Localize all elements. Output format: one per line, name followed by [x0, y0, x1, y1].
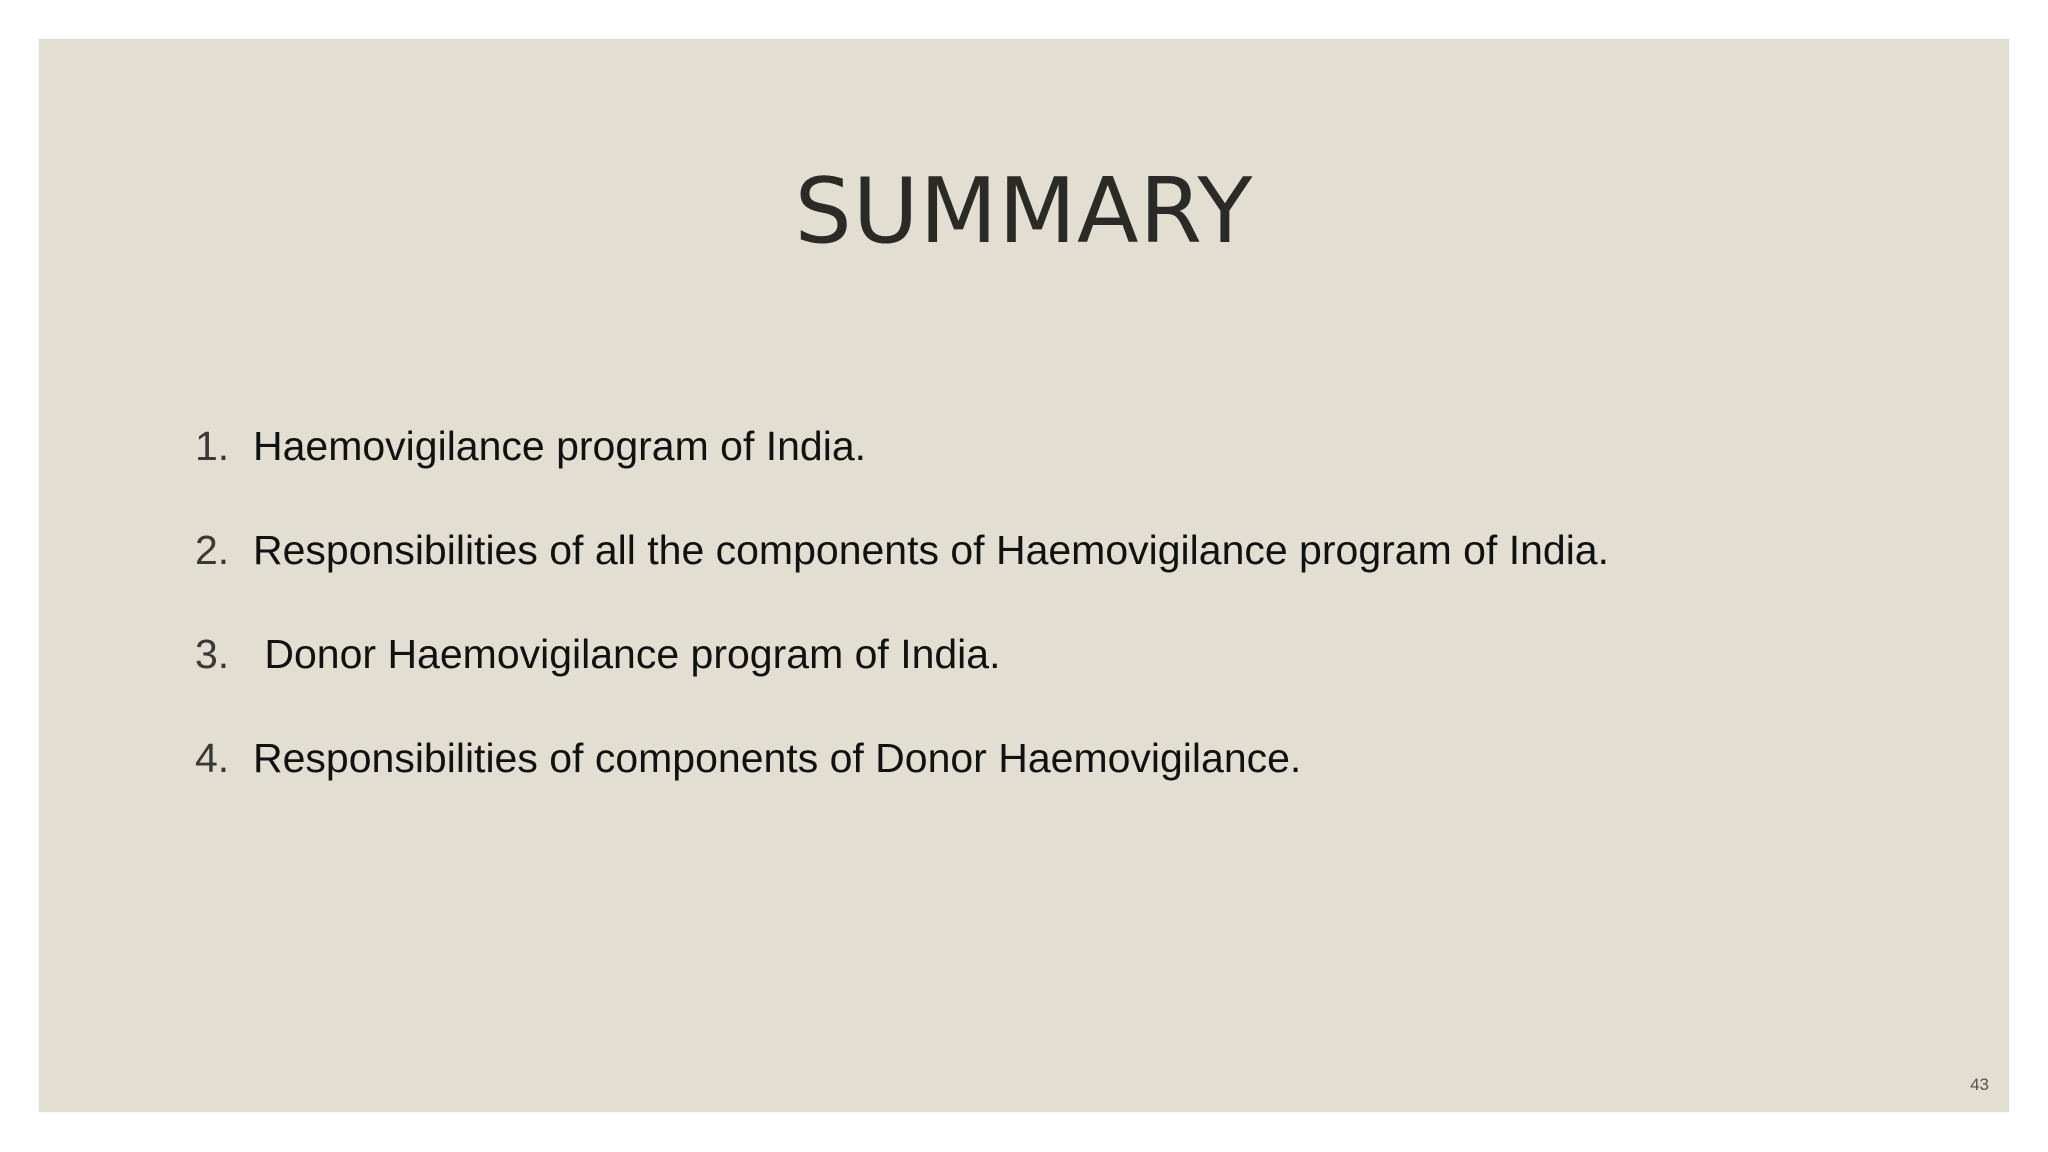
list-item-text: Donor Haemovigilance program of India. [253, 630, 1001, 677]
slide [39, 39, 2009, 1112]
list-item [195, 498, 1609, 602]
list-item-text: Responsibilities of components of Donor Haemovigilance. [253, 734, 1302, 781]
list-item-text: Haemovigilance program of India. [253, 422, 867, 469]
page-number: 43 [1970, 1075, 1989, 1094]
list-item [195, 706, 1609, 810]
summary-list [195, 394, 1609, 810]
slide-title: SUMMARY [794, 159, 1254, 264]
list-item [195, 602, 1609, 706]
list-item-number: 2. [195, 526, 230, 573]
list-item-number: 1. [195, 422, 230, 469]
list-item-number: 3. [195, 630, 230, 677]
list-item-number: 4. [195, 734, 230, 781]
list-item [195, 394, 1609, 498]
list-item-text: Responsibilities of all the components of Haemovigilance program of India. [253, 526, 1610, 573]
